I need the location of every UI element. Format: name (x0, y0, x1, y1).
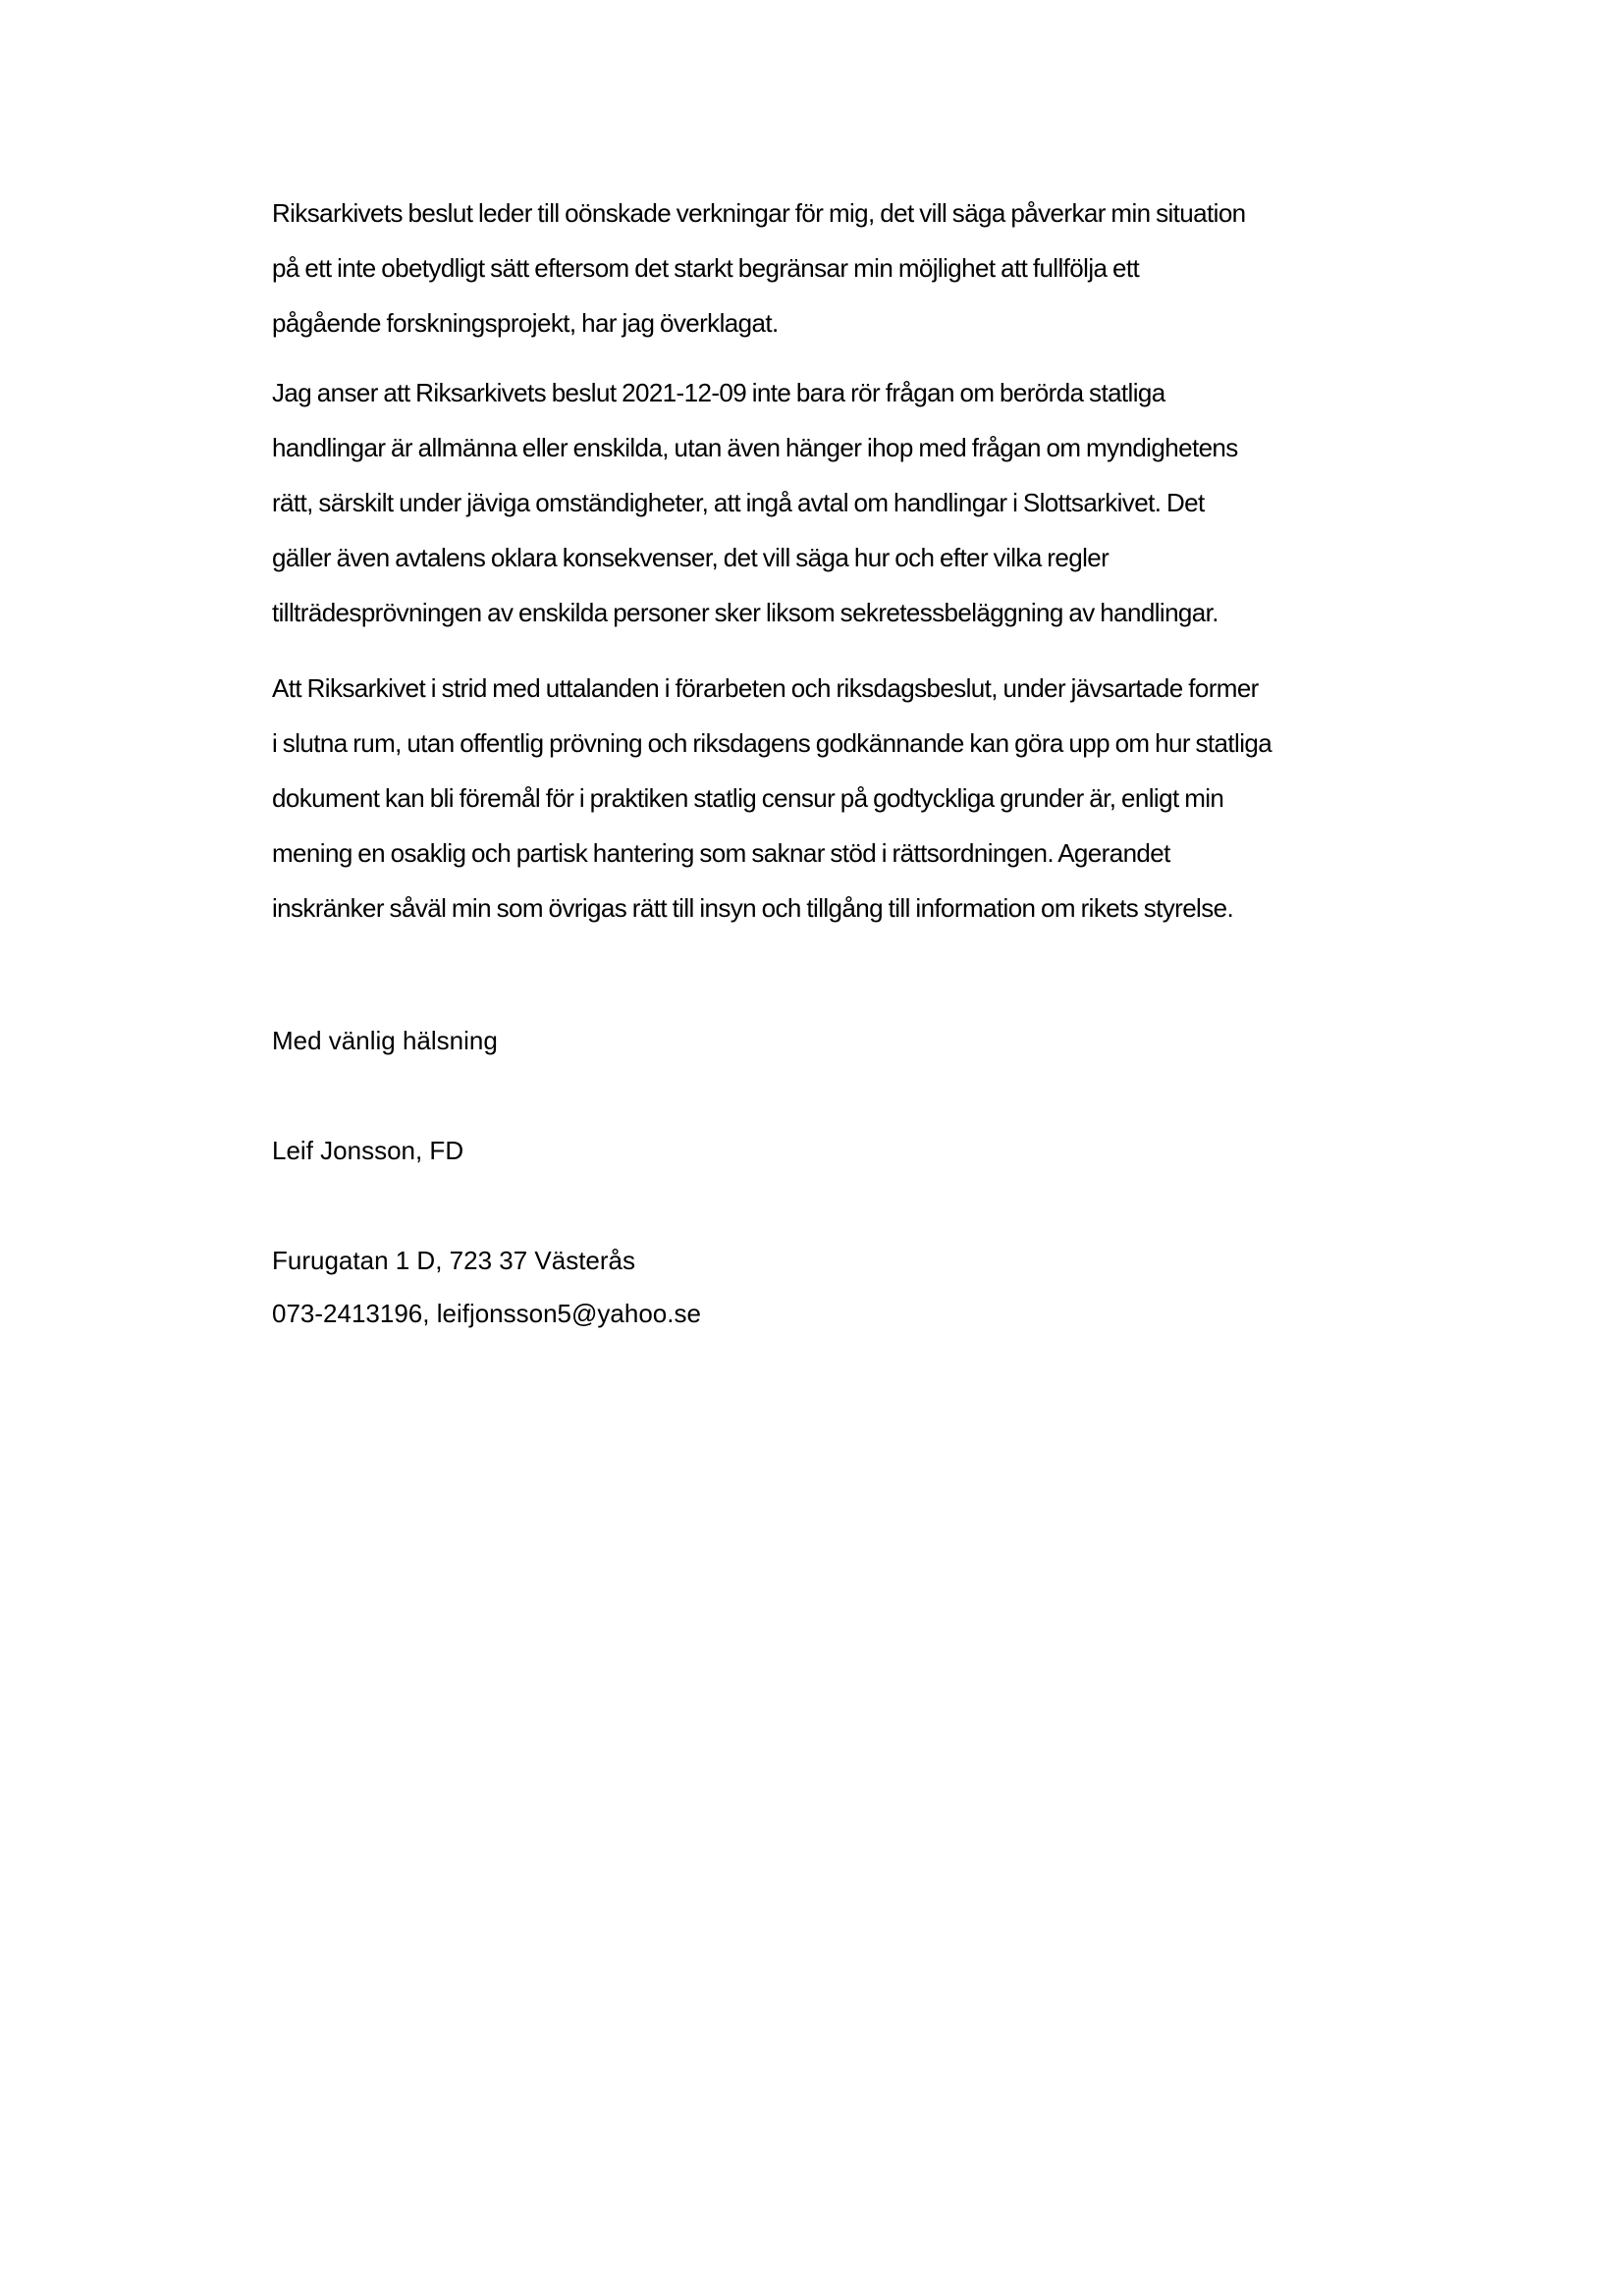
contact-info: 073-2413196, leifjonsson5@yahoo.se (272, 1299, 701, 1328)
paragraph-line: pågående forskningsprojekt, har jag överklagat. (272, 308, 779, 338)
paragraph-line: rätt, särskilt under jäviga omständigheter, att ingå avtal om handlingar i Slottsarkivet. Det (272, 488, 1205, 517)
paragraph-line: Riksarkivets beslut leder till oönskade verkningar för mig, det vill säga påverkar min situation (272, 198, 1246, 228)
address: Furugatan 1 D, 723 37 Västerås (272, 1246, 636, 1275)
closing-greeting: Med vänlig hälsning (272, 1026, 498, 1055)
paragraph-line: gäller även avtalens oklara konsekvenser, det vill säga hur och efter vilka regler (272, 543, 1110, 572)
paragraph-line: inskränker såväl min som övrigas rätt till insyn och tillgång till information om rikets styrelse. (272, 893, 1234, 923)
paragraph-line: tillträdesprövningen av enskilda personer sker liksom sekretessbeläggning av handlingar. (272, 598, 1218, 627)
paragraph-line: i slutna rum, utan offentlig prövning och riksdagens godkännande kan göra upp om hur statliga (272, 728, 1272, 758)
paragraph-line: dokument kan bli föremål för i praktiken statlig censur på godtyckliga grunder är, enligt min (272, 783, 1224, 813)
paragraph-line: Jag anser att Riksarkivets beslut 2021-12-09 inte bara rör frågan om berörda statliga (272, 378, 1165, 407)
paragraph-line: mening en osaklig och partisk hantering som saknar stöd i rättsordningen. Agerandet (272, 838, 1170, 868)
signature-name: Leif Jonsson, FD (272, 1136, 464, 1165)
paragraph-line: Att Riksarkivet i strid med uttalanden i förarbeten och riksdagsbeslut, under jävsartade former (272, 673, 1259, 703)
paragraph-line: på ett inte obetydligt sätt eftersom det starkt begränsar min möjlighet att fullfölja ett (272, 253, 1140, 283)
paragraph-line: handlingar är allmänna eller enskilda, utan även hänger ihop med frågan om myndighetens (272, 433, 1238, 462)
